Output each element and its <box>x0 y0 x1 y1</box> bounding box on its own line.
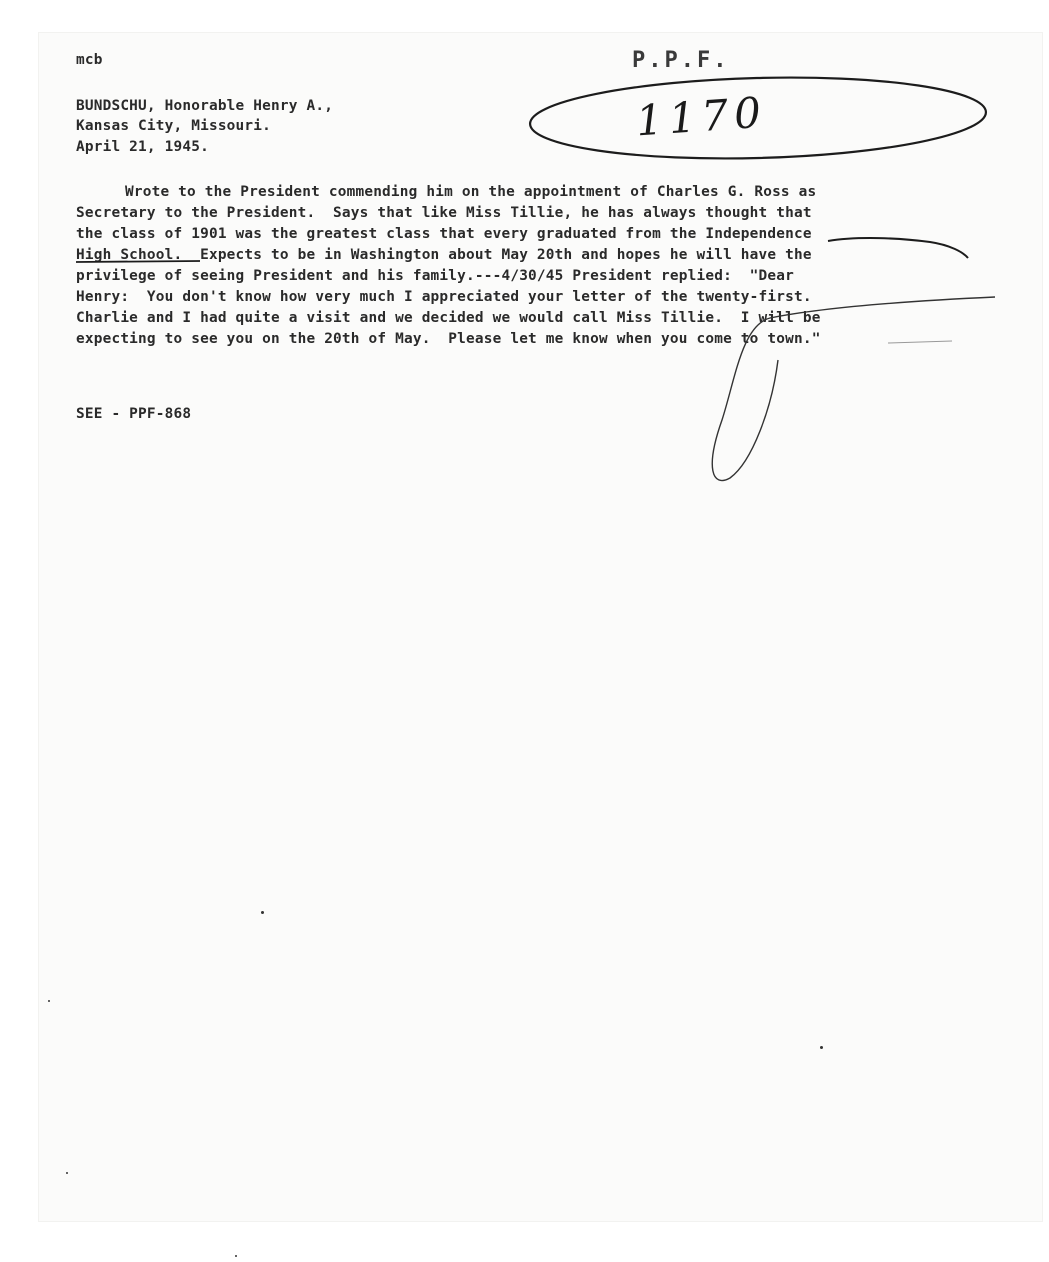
addressee-name: BUNDSCHU, Honorable Henry A., <box>76 98 334 114</box>
paper-speck <box>820 1046 823 1049</box>
ppf-stamp-label: P.P.F. <box>632 48 730 73</box>
body-line: privilege of seeing President and his family.---4/30/45 President replied: "Dear <box>76 268 794 284</box>
cross-reference: SEE - PPF-868 <box>76 406 192 422</box>
paper-speck <box>66 1172 68 1174</box>
typist-initials: mcb <box>76 52 103 68</box>
letter-date: April 21, 1945. <box>76 139 209 155</box>
body-line: Henry: You don't know how very much I appreciated your letter of the twenty-first. <box>76 289 812 305</box>
body-line: Secretary to the President. Says that like Miss Tillie, he has always thought that <box>76 205 812 221</box>
paper-speck <box>261 911 264 914</box>
body-line: Charlie and I had quite a visit and we decided we would call Miss Tillie. I will be <box>76 310 821 326</box>
paper-speck <box>48 1000 50 1002</box>
addressee-city: Kansas City, Missouri. <box>76 118 272 134</box>
body-line: High School. Expects to be in Washington about May 20th and hopes he will have the <box>76 247 812 263</box>
body-line: the class of 1901 was the greatest class that every graduated from the Independence <box>76 226 812 242</box>
paper-speck <box>235 1255 237 1257</box>
body-line: expecting to see you on the 20th of May. Please let me know when you come to town." <box>76 331 821 347</box>
body-line: Wrote to the President commending him on the appointment of Charles G. Ross as <box>125 184 817 200</box>
ppf-file-number: 1170 <box>634 87 769 146</box>
